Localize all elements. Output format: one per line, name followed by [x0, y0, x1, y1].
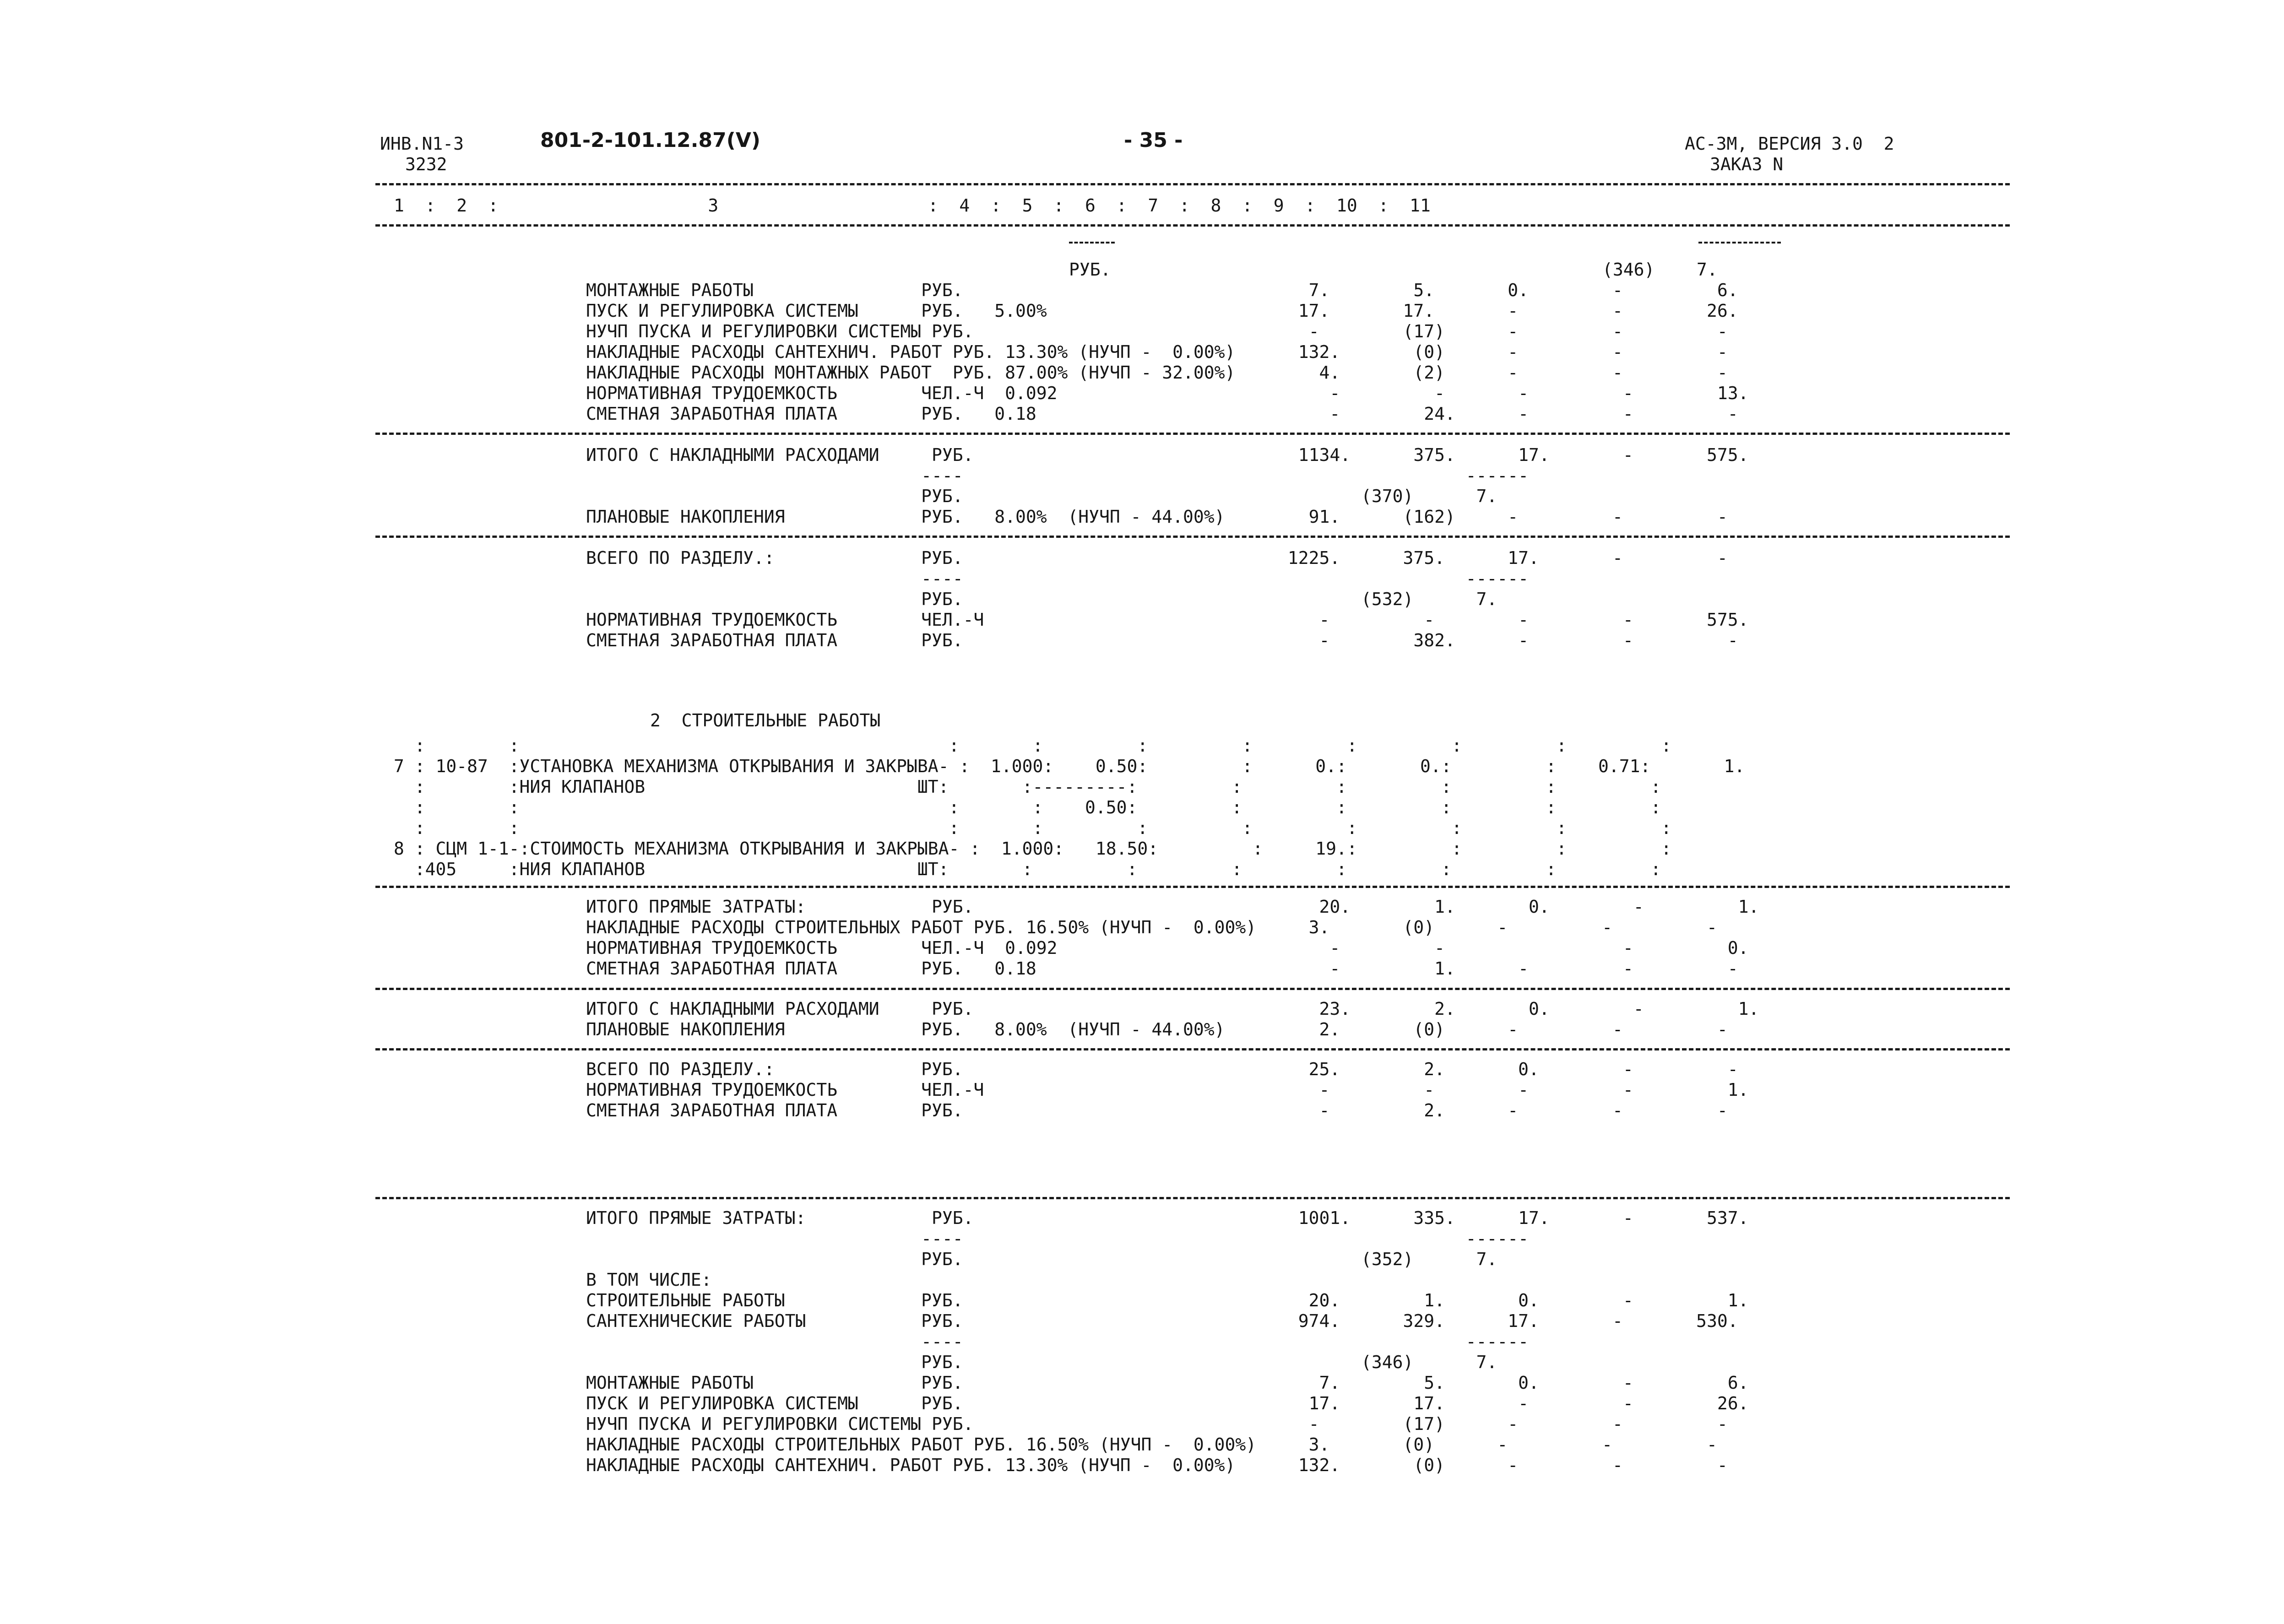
row-nuchp: НУЧП ПУСКА И РЕГУЛИРОВКИ СИСТЕМЫ РУБ. - (17) - - - [586, 1414, 1728, 1434]
row-stroit: СТРОИТЕЛЬНЫЕ РАБОТЫ РУБ. 20. 1. 0. - 1. [586, 1290, 1749, 1310]
item-separator: : : : : : : : : : : [394, 736, 1672, 756]
row-532: РУБ. (532) 7. [586, 589, 1497, 609]
row-norm-trud: НОРМАТИВНАЯ ТРУДОЕМКОСТЬ ЧЕЛ.-Ч 0.092 - - - 0. [586, 938, 1749, 958]
rule-top [375, 183, 2010, 185]
column-headers: 1 : 2 : 3 : 4 : 5 : 6 : 7 : 8 : 9 : 10 : 11 [394, 195, 1431, 216]
item-8-cont: :405 :НИЯ КЛАПАНОВ ШТ: : : : : : : : [394, 859, 1661, 879]
row-plan-nakop: ПЛАНОВЫЕ НАКОПЛЕНИЯ РУБ. 8.00% (НУЧП - 44.00%) 2. (0) - - - [586, 1019, 1728, 1039]
row-nakl-stroit: НАКЛАДНЫЕ РАСХОДЫ СТРОИТЕЛЬНЫХ РАБОТ РУБ. 16.50% (НУЧП - 0.00%) 3. (0) - - - [586, 917, 1717, 937]
row-352: РУБ. (352) 7. [586, 1249, 1497, 1269]
row-norm-trud: НОРМАТИВНАЯ ТРУДОЕМКОСТЬ ЧЕЛ.-Ч - - - - 1. [586, 1080, 1749, 1100]
software-version: АС-3М, ВЕРСИЯ 3.0 2 [1685, 134, 1894, 154]
inventory-number: 3232 [405, 154, 447, 174]
row-itogo-pryamye: ИТОГО ПРЯМЫЕ ЗАТРАТЫ: РУБ. 1001. 335. 17. - 537. [586, 1208, 1749, 1228]
row-dashes: ---- ------ [586, 466, 1529, 486]
row-itogo-nakl: ИТОГО С НАКЛАДНЫМИ РАСХОДАМИ РУБ. 23. 2. 0. - 1. [586, 999, 1759, 1019]
row-dashes: ---- ------ [586, 1229, 1529, 1249]
line-nuchp: НУЧП ПУСКА И РЕГУЛИРОВКИ СИСТЕМЫ РУБ. - (17) - - - [586, 321, 1728, 341]
line-rub: РУБ. [1069, 260, 1111, 280]
row-smet-zarplata: СМЕТНАЯ ЗАРАБОТНАЯ ПЛАТА РУБ. 0.18 - 1. - - - [586, 958, 1738, 979]
row-vsego: ВСЕГО ПО РАЗДЕЛУ.: РУБ. 25. 2. 0. - - [586, 1059, 1738, 1079]
line-norm-trud: НОРМАТИВНАЯ ТРУДОЕМКОСТЬ ЧЕЛ.-Ч 0.092 - - - - 13. [586, 383, 1749, 403]
line-montage: МОНТАЖНЫЕ РАБОТЫ РУБ. 7. 5. 0. - 6. [586, 280, 1738, 300]
item-8: 8 : СЦМ 1-1-:СТОИМОСТЬ МЕХАНИЗМА ОТКРЫВАНИЯ И ЗАКРЫВА- : 1.000: 18.50: : 19.: : : : [394, 839, 1672, 859]
item-7-qty: : : : : 0.50: : : : : : [394, 797, 1661, 817]
row-nakl-santeh: НАКЛАДНЫЕ РАСХОДЫ САНТЕХНИЧ. РАБОТ РУБ. 13.30% (НУЧП - 0.00%) 132. (0) - - - [586, 1455, 1728, 1475]
section-title: 2 СТРОИТЕЛЬНЫЕ РАБОТЫ [650, 710, 881, 731]
line-pusk: ПУСК И РЕГУЛИРОВКА СИСТЕМЫ РУБ. 5.00% 17. 17. - - 26. [586, 301, 1738, 321]
rule-3 [375, 886, 2010, 888]
row-plan-nakop: ПЛАНОВЫЕ НАКОПЛЕНИЯ РУБ. 8.00% (НУЧП - 44.00%) 91. (162) - - - [586, 507, 1728, 527]
dash-col9 [1698, 242, 1781, 244]
rule-1 [375, 433, 2010, 435]
document-code: 801-2-101.12.87(V) [540, 129, 760, 152]
row-nakl-stroit: НАКЛАДНЫЕ РАСХОДЫ СТРОИТЕЛЬНЫХ РАБОТ РУБ. 16.50% (НУЧП - 0.00%) 3. (0) - - - [586, 1435, 1717, 1455]
item-separator: : : : : : : : : : : [394, 818, 1672, 838]
page-number: - 35 - [1124, 129, 1183, 152]
row-v-tom-chisle: В ТОМ ЧИСЛЕ: [586, 1270, 712, 1290]
row-vsego: ВСЕГО ПО РАЗДЕЛУ.: РУБ. 1225. 375. 17. - - [586, 548, 1728, 568]
rule-6 [375, 1197, 2010, 1199]
item-7-cont: : :НИЯ КЛАПАНОВ ШТ: :---------: : : : : : [394, 777, 1661, 797]
row-smet-zarplata: СМЕТНАЯ ЗАРАБОТНАЯ ПЛАТА РУБ. - 2. - - - [586, 1100, 1728, 1121]
order-label: ЗАКАЗ N [1710, 154, 1784, 174]
row-dashes: ---- ------ [586, 1332, 1529, 1352]
row-370: РУБ. (370) 7. [586, 486, 1497, 506]
line-smet-zarplata: СМЕТНАЯ ЗАРАБОТНАЯ ПЛАТА РУБ. 0.18 - 24. - - - [586, 404, 1738, 424]
rule-4 [375, 988, 2010, 990]
row-itogo-nakl: ИТОГО С НАКЛАДНЫМИ РАСХОДАМИ РУБ. 1134. 375. 17. - 575. [586, 445, 1749, 465]
line-nakl-santeh: НАКЛАДНЫЕ РАСХОДЫ САНТЕХНИЧ. РАБОТ РУБ. 13.30% (НУЧП - 0.00%) 132. (0) - - - [586, 342, 1728, 362]
item-7: 7 : 10-87 :УСТАНОВКА МЕХАНИЗМА ОТКРЫВАНИЯ И ЗАКРЫВА- : 1.000: 0.50: : 0.: 0.: : 0.71: 1. [394, 756, 1745, 776]
row-dashes: ---- ------ [586, 568, 1529, 589]
rule-header-bottom [375, 224, 2010, 227]
line-346: (346) 7. [1602, 260, 1718, 280]
row-pusk: ПУСК И РЕГУЛИРОВКА СИСТЕМЫ РУБ. 17. 17. - - 26. [586, 1393, 1749, 1413]
rule-5 [375, 1048, 2010, 1050]
row-346: РУБ. (346) 7. [586, 1352, 1497, 1372]
rule-2 [375, 536, 2010, 538]
row-itogo-pryamye: ИТОГО ПРЯМЫЕ ЗАТРАТЫ: РУБ. 20. 1. 0. - 1. [586, 897, 1759, 917]
dash-rub [1069, 242, 1115, 244]
row-norm-trud: НОРМАТИВНАЯ ТРУДОЕМКОСТЬ ЧЕЛ.-Ч - - - - 575. [586, 610, 1749, 630]
row-santeh: САНТЕХНИЧЕСКИЕ РАБОТЫ РУБ. 974. 329. 17. - 530. [586, 1311, 1738, 1331]
row-montazh: МОНТАЖНЫЕ РАБОТЫ РУБ. 7. 5. 0. - 6. [586, 1373, 1749, 1393]
line-nakl-montazh: НАКЛАДНЫЕ РАСХОДЫ МОНТАЖНЫХ РАБОТ РУБ. 87.00% (НУЧП - 32.00%) 4. (2) - - - [586, 363, 1728, 383]
row-smet-zarplata: СМЕТНАЯ ЗАРАБОТНАЯ ПЛАТА РУБ. - 382. - - - [586, 630, 1738, 650]
inventory-label: ИНВ.N1-3 [380, 134, 464, 154]
